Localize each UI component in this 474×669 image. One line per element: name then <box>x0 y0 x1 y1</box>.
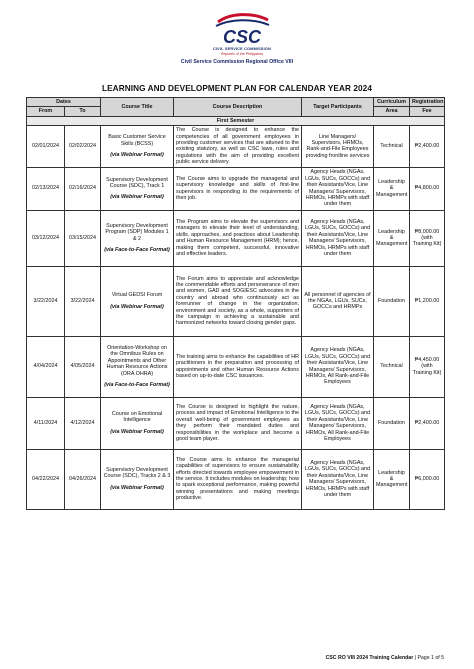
course-format: (via Webinar Format) <box>110 484 164 491</box>
target-participants: Line Managers/ Supervisors, HRMOs, Rank-and-File Employees providing frontline services <box>302 126 374 167</box>
curriculum-area: Foundation <box>374 397 410 449</box>
curriculum-area: Leadership & Management <box>374 167 410 210</box>
course-title-cell <box>101 449 174 509</box>
course-format: (via Webinar Format) <box>110 152 164 159</box>
from-date: 4/04/2024 <box>27 336 65 397</box>
course-description: The training aims to enhance the capabilities of HR practitioners in the preparation and processing of appointments and other Human Resource Actions based on up-to-date CSC issuances. <box>174 336 302 397</box>
page-title: LEARNING AND DEVELOPMENT PLAN FOR CALENDAR YEAR 2024 <box>102 84 372 93</box>
registration-fee: ₱1,200.00 <box>410 266 445 336</box>
course-title: Supervisory Development Program (SDP) Modules 1 & 2 <box>105 222 169 242</box>
target-participants: Agency Heads (NGAs, LGUs, SUCs, GOCCs) and their Assistants/Vice, Line Managers/ Supervisors, HRMOs, HRMPs with staff under them <box>302 167 374 210</box>
course-description-header: Course Description <box>174 98 302 117</box>
to-date: 4/12/2024 <box>65 397 101 449</box>
table-row <box>27 266 445 336</box>
course-format: (via Webinar Format) <box>110 194 164 201</box>
dates-header: Dates <box>27 98 101 107</box>
semester-label: First Semester <box>27 116 445 125</box>
course-format: (via Face-to-Face Format) <box>104 247 170 254</box>
to-date: 03/15/2024 <box>65 210 101 266</box>
from-date: 03/12/2024 <box>27 210 65 266</box>
curriculum-area: Technical <box>374 336 410 397</box>
target-participants: Agency Heads (NGAs, LGUs, SUCs, GOCCs) and their Assistants/Vice, Line Managers/ Supervisors, HRMOs, All Rank-and-File Employees <box>302 336 374 397</box>
course-title-cell <box>101 210 174 266</box>
course-title: Virtual GEDSI Forum <box>111 292 163 299</box>
semester-row <box>27 116 445 125</box>
target-participants: Agency Heads (NGAs, LGUs, SUCs, GOCCs) and their Assistants/Vice, Line Managers/ Supervisors, HRMOs, All Rank-and-File Employees <box>302 397 374 449</box>
course-title: Orientation-Workshop on the Omnibus Rules on Appointments and Other Human Resource Actions (ORA OHRA) <box>106 344 168 377</box>
from-date: 02/01/2024 <box>27 126 65 167</box>
letterhead <box>0 6 474 74</box>
target-participants: All personnel of agencies of the NGAs, LGUs, SUCs, GOCCs and HRMPs <box>302 266 374 336</box>
course-description: The Course aims to upgrade the managerial and supervisory knowledge and skills of first-line supervisors in responding to the requirements of their job. <box>174 167 302 210</box>
table-row <box>27 167 445 210</box>
from-date: 4/11/2024 <box>27 397 65 449</box>
footer-label: CSC RO VIII 2024 Training Calendar <box>325 655 414 661</box>
to-date: 04/26/2024 <box>65 449 101 509</box>
csc-logo <box>212 12 272 46</box>
course-description: The Program aims to elevate the supervisors and managers to elevate their level of understanding, skills, approaches, and practices about Leadership and Human Resource Management (HRM); hence, making them competent, successful, innovative and effective leaders. <box>174 210 302 266</box>
registration-header: Registration <box>410 98 445 107</box>
to-date: 3/22/2024 <box>65 266 101 336</box>
registration-fee: ₱4,450.00 (with Training Kit) <box>410 336 445 397</box>
table-row <box>27 449 445 509</box>
course-title-cell <box>101 167 174 210</box>
curriculum-area: Leadership & Management <box>374 210 410 266</box>
office-name: Civil Service Commission Regional Office VIII <box>180 59 294 65</box>
course-description: The Course aims to enhance the managerial capabilities of supervisors to ensure sustainability efforts directed towards employee empowerment in the service. It includes modules on leadership; how to spark exceptional performance, making powerful winning presentations and making meetings productive. <box>174 449 302 509</box>
course-title: Supervisory Development Course (SDC), Tracks 2 & 3 <box>103 467 171 480</box>
course-description: The Course is designed to highlight the nature, process and impact of Emotional Intelligence to the overall well-being of government employees as they perform their mandated duties and responsibilities in the workplace and become a good team player. <box>174 397 302 449</box>
course-title-cell <box>101 126 174 167</box>
curriculum-area: Technical <box>374 126 410 167</box>
table-row <box>27 210 445 266</box>
to-date: 4/05/2024 <box>65 336 101 397</box>
to-date: 02/02/2024 <box>65 126 101 167</box>
area-header: Area <box>374 107 410 116</box>
curriculum-area: Leadership & Management <box>374 449 410 509</box>
republic-line: Republic of the Philippines <box>220 52 264 56</box>
registration-fee: ₱2,400.00 <box>410 126 445 167</box>
course-title: Course on Emotional Intelligence <box>111 411 163 424</box>
from-date: 02/13/2024 <box>27 167 65 210</box>
fee-header: Fee <box>410 107 445 116</box>
course-title: Basic Customer Service Skills (BCSS) <box>108 134 166 147</box>
target-participants-header: Target Participants <box>302 98 374 117</box>
page-number: | Page 1 of 5 <box>414 655 444 661</box>
course-description: The Forum aims to appreciate and acknowledge the commendable efforts and perseverance of men and women, GAD and SOGIESC advocates in the country and abroad who continuously act as forerunner of change in the organization, environment and society, as a whole, supporters of the campaign in achieving a sustainable and harmonized networks toward closing gender gaps. <box>174 266 302 336</box>
course-format: (via Webinar Format) <box>110 303 164 310</box>
target-participants: Agency Heads (NGAs, LGUs, SUCs, GOCCs) and their Assistants/Vice, Line Managers/ Supervisors, HRMOs, HRMPs with staff under them <box>302 449 374 509</box>
course-title: Supervisory Development Course (SDC), Track 1 <box>106 176 168 189</box>
logo-text: CSC <box>222 27 262 46</box>
curriculum-area: Foundation <box>374 266 410 336</box>
registration-fee: ₱8,000.00 (with Training Kit) <box>410 210 445 266</box>
from-header: From <box>27 107 65 116</box>
registration-fee: ₱2,400.00 <box>410 397 445 449</box>
registration-fee: ₱6,000.00 <box>410 449 445 509</box>
to-date: 02/16/2024 <box>65 167 101 210</box>
curriculum-header: Curriculum <box>374 98 410 107</box>
table-row <box>27 336 445 397</box>
course-format: (via Webinar Format) <box>110 428 164 435</box>
registration-fee: ₱4,800.00 <box>410 167 445 210</box>
from-date: 04/22/2024 <box>27 449 65 509</box>
table-row <box>27 126 445 167</box>
course-title-header: Course Title <box>101 98 174 117</box>
target-participants: Agency Heads (NGAs, LGUs, SUCs, GOCCs) and their Assistants/Vice, Line Managers/ Supervisors, HRMOs, HRMPs with staff under them <box>302 210 374 266</box>
page-footer <box>326 655 444 661</box>
training-plan-table <box>26 97 445 510</box>
to-header: To <box>65 107 101 116</box>
from-date: 3/22/2024 <box>27 266 65 336</box>
table-row <box>27 397 445 449</box>
org-name: CIVIL SERVICE COMMISSION <box>212 47 272 51</box>
course-format: (via Face-to-Face Format) <box>104 381 170 388</box>
course-title-cell <box>101 336 174 397</box>
course-title-cell <box>101 397 174 449</box>
course-title-cell <box>101 266 174 336</box>
course-description: The Course is designed to enhance the competencies of all government employees in providing customer services that are attuned to the existing statutory, as well as CSC laws, rules and regulations with the aim of providing excellent public service delivery. <box>174 126 302 167</box>
